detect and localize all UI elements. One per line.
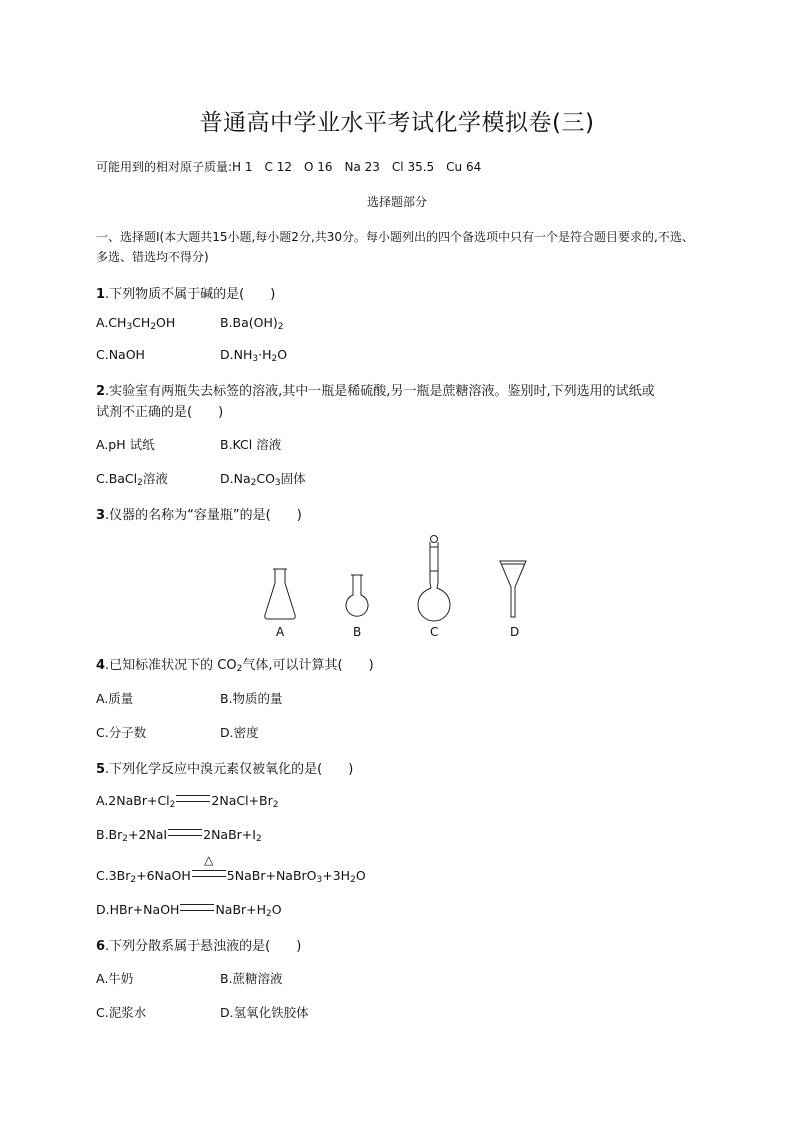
apparatus-label-a: A [276, 625, 285, 639]
question-2-stem-cont: 试剂不正确的是( ) [96, 405, 224, 420]
section-heading: 选择题部分 [366, 195, 427, 209]
q4-option-d: D.密度 [220, 725, 259, 740]
apparatus-figure [250, 533, 540, 643]
conical-flask-icon [265, 569, 295, 619]
q6-option-c: C.泥浆水 [96, 1005, 147, 1020]
funnel-icon [500, 561, 526, 617]
question-6-stem: 6.下列分散系属于悬浊液的是( ) [96, 939, 302, 954]
volumetric-flask-icon [418, 536, 450, 622]
page-title: 普通高中学业水平考试化学模拟卷(三) [199, 110, 595, 136]
q2-option-d: $D.Na_2CO_3$固体 [220, 471, 306, 488]
q5-option-c: $C.3Br_2+6NaOH$ △ $5NaBr+NaBrO_3+3H_2O$ [96, 853, 366, 885]
heat-symbol: △ [204, 853, 214, 867]
q1-option-a: $A.CH_3CH_2OH$ [96, 315, 176, 332]
question-3-stem: 3.仪器的名称为“容量瓶”的是( ) [96, 508, 302, 523]
atomic-masses: 可能用到的相对原子质量:H 1 C 12 O 16 Na 23 Cl 35.5 Cu 64 [96, 160, 482, 174]
q1-option-c: C.NaOH [96, 347, 145, 362]
q4-option-a: A.质量 [96, 691, 134, 706]
q1-option-b: $B.Ba(OH)_2$ [220, 315, 284, 332]
question-4-stem: 4.已知标准状况下的 $CO_2$气体,可以计算其( ) [96, 658, 374, 674]
q6-option-b: B.蔗糖溶液 [220, 971, 283, 986]
question-2-stem: 2.实验室有两瓶失去标签的溶液,其中一瓶是稀硫酸,另一瓶是蔗糖溶液。鉴别时,下列选用的试纸或 [96, 384, 655, 399]
round-flask-icon [346, 575, 368, 616]
q5-option-b: $B.Br_2+2NaI$ $2NaBr+I_2$ [96, 827, 262, 844]
q2-option-c: C.BaCl$_2$溶液 [96, 471, 168, 488]
q6-option-d: D.氢氧化铁胶体 [220, 1005, 309, 1020]
part1-instructions: 一、选择题Ⅰ(本大题共15小题,每小题2分,共30分。每小题列出的四个备选项中只有一个是符合题目要求的,不选、多选、错选均不得分) [96, 230, 694, 264]
apparatus-label-d: D [510, 625, 520, 639]
q4-option-b: B.物质的量 [220, 691, 283, 706]
q1-option-d: $D.NH_3\cdot H_2O$ [220, 347, 288, 364]
q5-option-a: $A.2NaBr+Cl_2$ $2NaCl+Br_2$ [96, 793, 279, 810]
apparatus-label-c: C [430, 625, 439, 639]
q6-option-a: A.牛奶 [96, 971, 134, 986]
q5-option-d: D.HBr+NaOH $NaBr+H_2O$ [96, 902, 282, 919]
question-1-stem: 1.下列物质不属于碱的是( ) [96, 287, 276, 302]
apparatus-label-b: B [353, 625, 362, 639]
question-5-stem: 5.下列化学反应中溴元素仅被氧化的是( ) [96, 762, 354, 777]
q4-option-c: C.分子数 [96, 725, 147, 740]
q2-option-a: A.pH 试纸 [96, 437, 155, 452]
q2-option-b: B.KCl 溶液 [220, 437, 282, 452]
